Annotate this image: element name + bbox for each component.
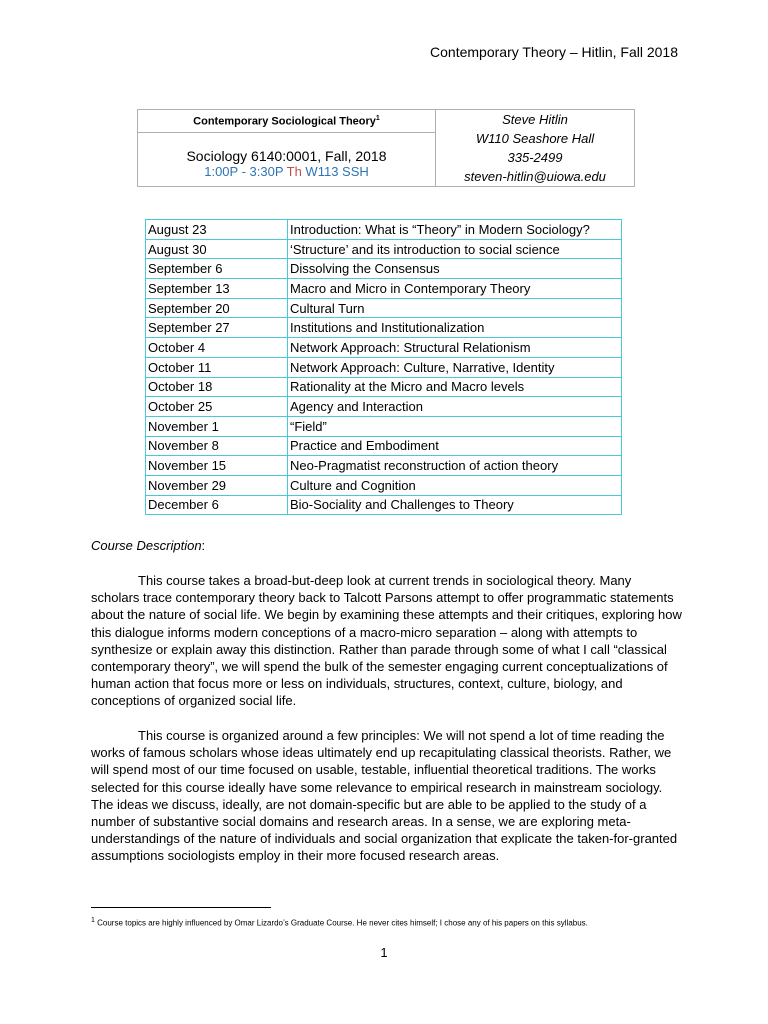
course-info-table — [137, 109, 635, 187]
schedule-row — [146, 475, 622, 495]
course-description-heading: Course Description: — [91, 538, 206, 553]
schedule-topic: Macro and Micro in Contemporary Theory — [288, 279, 622, 299]
footnote-divider — [91, 907, 271, 908]
meeting-room: W113 — [301, 164, 343, 179]
footnote-ref: 1 — [375, 114, 380, 122]
schedule-topic: Agency and Interaction — [288, 397, 622, 417]
meeting-building: SSH — [342, 164, 369, 179]
schedule-row — [146, 259, 622, 279]
description-paragraph-1: This course takes a broad-but-deep look at current trends in sociological theory. Many scholars trace contemporary theory back to Talcott Parsons attempt to offer programmatic statements about the nature of social life. We begin by examining these attempts and their critiques, exploring how this dialogue informs modern conceptions of a macro-micro separation – along with attempts to synthesize or explain away this distinction. Rather than parade through some of what I call “classical contemporary theory”, we will spend the bulk of the semester engaging current conceptualizations of human action that focus more or less on individuals, structures, context, culture, biology, and conceptions of organized social life. — [91, 573, 682, 709]
schedule-topic: Network Approach: Culture, Narrative, Identity — [288, 357, 622, 377]
meeting-day: Th — [286, 164, 302, 179]
course-title: Contemporary Sociological Theory — [193, 115, 376, 128]
schedule-topic: Institutions and Institutionalization — [288, 318, 622, 338]
instructor-cell — [436, 110, 635, 187]
schedule-topic: Introduction: What is “Theory” in Modern Sociology? — [288, 220, 622, 240]
running-header: Contemporary Theory – Hitlin, Fall 2018 — [430, 44, 678, 60]
schedule-date: September 20 — [146, 298, 288, 318]
schedule-date: November 15 — [146, 456, 288, 476]
instructor-phone: 335-2499 — [507, 150, 563, 165]
schedule-date: October 11 — [146, 357, 288, 377]
schedule-row — [146, 495, 622, 515]
schedule-date: August 30 — [146, 239, 288, 259]
page-number: 1 — [380, 945, 388, 960]
schedule-topic: Bio-Sociality and Challenges to Theory — [288, 495, 622, 515]
schedule-topic: Cultural Turn — [288, 298, 622, 318]
schedule-row — [146, 377, 622, 397]
schedule-topic: “Field” — [288, 416, 622, 436]
footnote — [91, 917, 588, 928]
schedule-date: November 29 — [146, 475, 288, 495]
schedule-row — [146, 338, 622, 358]
schedule-topic: Culture and Cognition — [288, 475, 622, 495]
course-meeting-time — [138, 164, 435, 179]
schedule-date: October 4 — [146, 338, 288, 358]
schedule-topic: Network Approach: Structural Relationism — [288, 338, 622, 358]
schedule-date: August 23 — [146, 220, 288, 240]
schedule-topic: Neo-Pragmatist reconstruction of action theory — [288, 456, 622, 476]
schedule-date: September 27 — [146, 318, 288, 338]
schedule-topic: Rationality at the Micro and Macro levels — [288, 377, 622, 397]
schedule-row — [146, 456, 622, 476]
schedule-table — [145, 219, 622, 515]
footnote-mark: 1 — [91, 917, 95, 924]
schedule-row — [146, 397, 622, 417]
schedule-date: September 6 — [146, 259, 288, 279]
schedule-row — [146, 220, 622, 240]
schedule-row — [146, 318, 622, 338]
schedule-date: October 25 — [146, 397, 288, 417]
schedule-row — [146, 239, 622, 259]
instructor-name: Steve Hitlin — [502, 112, 568, 127]
schedule-date: November 8 — [146, 436, 288, 456]
schedule-row — [146, 416, 622, 436]
schedule-topic: ‘Structure’ and its introduction to social science — [288, 239, 622, 259]
schedule-row — [146, 298, 622, 318]
footnote-text: Course topics are highly influenced by Omar Lizardo’s Graduate Course. He never cites himself; I chose any of his papers on this syllabus. — [94, 918, 588, 928]
course-meta-cell — [138, 133, 436, 187]
description-paragraph-2: This course is organized around a few principles: We will not spend a lot of time reading the works of famous scholars whose ideas ultimately end up recapitulating classical theorists. Rather, we will spend most of our time focused on usable, testable, influential theoretical traditions. The works selected for this course ideally have some relevance to empirical research in mainstream sociology. The ideas we discuss, ideally, are not domain-specific but are able to be applied to the study of a number of substantive social domains and research areas. In a sense, we are exploring meta-understandings of the nature of individuals and social organization that explicate the taken-for-granted assumptions sociologists employ in their more focused research areas. — [91, 728, 678, 864]
time-range: 1:00P - 3:30P — [204, 164, 287, 179]
course-number: Sociology 6140:0001, Fall, 2018 — [186, 148, 387, 164]
instructor-email: steven-hitlin@uiowa.edu — [464, 169, 606, 184]
schedule-topic: Practice and Embodiment — [288, 436, 622, 456]
schedule-topic: Dissolving the Consensus — [288, 259, 622, 279]
course-title-cell — [138, 110, 436, 133]
schedule-date: December 6 — [146, 495, 288, 515]
schedule-row — [146, 279, 622, 299]
instructor-office: W110 Seashore Hall — [475, 131, 595, 146]
schedule-date: October 18 — [146, 377, 288, 397]
schedule-date: September 13 — [146, 279, 288, 299]
schedule-row — [146, 436, 622, 456]
schedule-date: November 1 — [146, 416, 288, 436]
schedule-row — [146, 357, 622, 377]
